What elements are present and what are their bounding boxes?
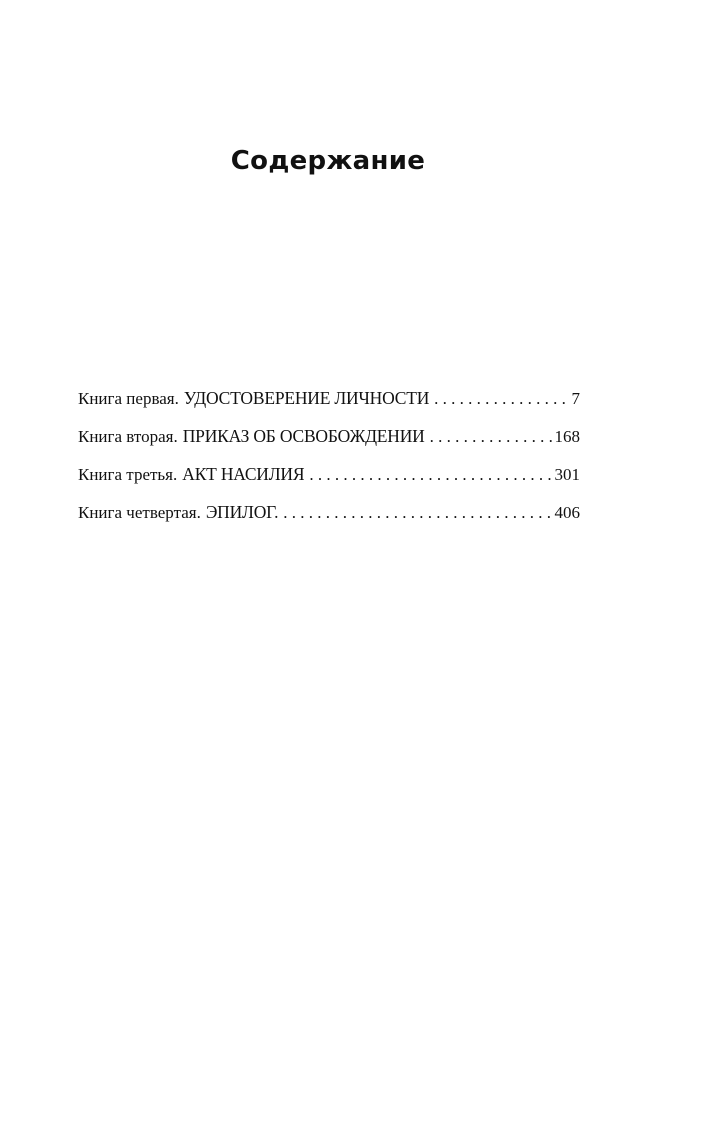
table-of-contents <box>78 388 580 540</box>
toc-entry-book-4[interactable] <box>78 502 580 540</box>
toc-page-number: 406 <box>554 503 580 522</box>
toc-dot-leader <box>430 427 553 447</box>
toc-book-number: Книга четвертая. <box>78 503 201 522</box>
toc-entry-book-1[interactable] <box>78 388 580 426</box>
toc-entry-book-2[interactable] <box>78 426 580 464</box>
toc-book-number: Книга вторая. <box>78 427 178 446</box>
toc-entry-label <box>78 426 425 447</box>
toc-book-title: АКТ НАСИЛИЯ <box>182 464 305 484</box>
toc-entry-label <box>78 464 304 485</box>
toc-book-title: ПРИКАЗ ОБ ОСВОБОЖДЕНИИ <box>182 426 425 446</box>
toc-page-number: 168 <box>554 427 580 446</box>
page-title: Содержание <box>230 146 426 176</box>
toc-dot-leader <box>283 503 552 523</box>
toc-page-number: 301 <box>554 465 580 484</box>
toc-page-number: 7 <box>571 389 580 408</box>
toc-entry-label <box>78 388 429 409</box>
toc-book-number: Книга третья. <box>78 465 178 484</box>
toc-book-number: Книга первая. <box>78 389 179 408</box>
toc-entry-book-3[interactable] <box>78 464 580 502</box>
toc-dot-leader <box>434 389 569 409</box>
toc-book-title: УДОСТОВЕРЕНИЕ ЛИЧНОСТИ <box>183 388 430 408</box>
toc-book-title: ЭПИЛОГ. <box>205 502 279 522</box>
toc-entry-label <box>78 502 278 523</box>
toc-dot-leader <box>309 465 552 485</box>
